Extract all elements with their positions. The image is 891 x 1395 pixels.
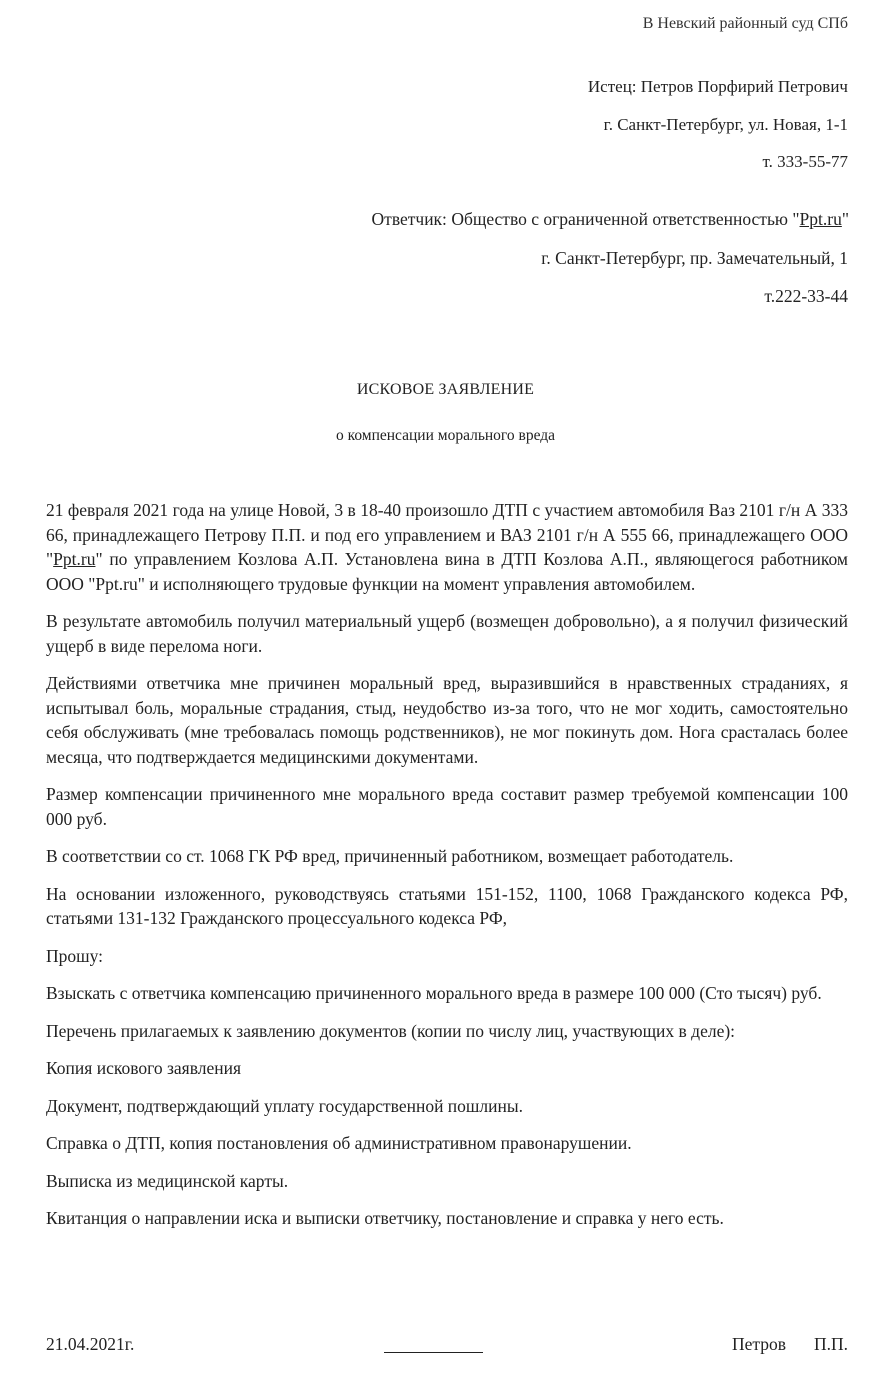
ppt-link[interactable]: Ppt.ru: [53, 549, 96, 569]
attachment-item: Выписка из медицинской карты.: [46, 1170, 289, 1191]
paragraph-compensation-amount: Размер компенсации причиненного мне морального вреда составит размер требуемой компенсации 100 000 руб.: [46, 784, 848, 829]
defendant-phone: т.222-33-44: [764, 286, 848, 306]
signature-surname: Петров: [731, 1334, 786, 1354]
plaintiff-label: Истец:: [587, 77, 637, 96]
court-name: В Невский районный суд СПб: [642, 15, 848, 32]
attachment-item: Квитанция о направлении иска и выписки ответчику, постановление и справка у него есть.: [46, 1208, 724, 1228]
signature-name: [732, 1333, 848, 1355]
defendant-label: Ответчик:: [371, 209, 447, 229]
claim-body: [46, 498, 848, 1244]
signature-initials: П.П.: [813, 1334, 848, 1354]
attachment-item: Копия искового заявления: [46, 1058, 242, 1078]
paragraph-request: Взыскать с ответчика компенсацию причиненного морального вреда в размере 100 000 (Сто тысяч) руб.: [46, 983, 822, 1003]
attachment-item: Документ, подтверждающий уплату государственной пошлины.: [46, 1095, 523, 1116]
plaintiff-address: г. Санкт-Петербург, ул. Новая, 1-1: [603, 115, 848, 134]
document-subtitle: о компенсации морального вреда: [335, 427, 556, 444]
paragraph-moral-harm: Действиями ответчика мне причинен моральный вред, выразившийся в нравственных страданиях, я испытывал боль, моральные страдания, стыд, неудобство из-за того, что не мог ходить, самостоятельно себя обслуживать (мне требовалась помощь родственников), не мог покинуть дом. Нога срасталась более месяца, что подтверждается медицинскими документами.: [46, 673, 848, 767]
paragraph-attachments-heading: Перечень прилагаемых к заявлению документов (копии по числу лиц, участвующих в деле):: [46, 1020, 736, 1041]
signature-date: 21.04.2021г.: [46, 1334, 135, 1354]
paragraph-accident-text-2: " по управлением Козлова А.П. Установлена вина в ДТП Козлова А.П., являющегося работником ООО "Ppt.ru" и исполняющего трудовые функции на момент управления автомобилем.: [46, 549, 848, 594]
plaintiff-line: [588, 76, 848, 98]
paragraph-legal-basis: В соответствии со ст. 1068 ГК РФ вред, причиненный работником, возмещает работодатель.: [46, 846, 734, 866]
attachment-item: Справка о ДТП, копия постановления об административном правонарушении.: [46, 1133, 632, 1153]
paragraph-accident: [46, 498, 848, 596]
document-title: ИСКОВОЕ ЗАЯВЛЕНИЕ: [356, 381, 535, 398]
defendant-name-prefix: Общество с ограниченной ответственностью ": [451, 209, 800, 229]
plaintiff-phone: т. 333-55-77: [762, 152, 848, 171]
defendant-link[interactable]: Ppt.ru: [799, 209, 842, 229]
signature-line: [384, 1333, 483, 1353]
defendant-line: [372, 208, 849, 230]
paragraph-damage: В результате автомобиль получил материальный ущерб (возмещен добровольно), а я получил физический ущерб в виде перелома ноги.: [46, 611, 848, 656]
paragraph-accident-text-1: 21 февраля 2021 года на улице Новой, 3 в 18-40 произошло ДТП с участием автомобиля Ваз 2101 г/н А 333 66, принадлежащего Петрову П.П. и под его управлением и ВАЗ 2101 г/н А 555 66, принадлежащего ООО ": [46, 500, 848, 569]
paragraph-request-heading: Прошу:: [46, 945, 103, 966]
defendant-address: г. Санкт-Петербург, пр. Замечательный, 1: [541, 248, 848, 268]
plaintiff-name: Петров Порфирий Петрович: [640, 77, 848, 96]
paragraph-grounds: На основании изложенного, руководствуясь статьями 151-152, 1100, 1068 Гражданского кодекса РФ, статьями 131-132 Гражданского процессуального кодекса РФ,: [46, 883, 848, 928]
defendant-name-suffix: ": [841, 209, 849, 229]
